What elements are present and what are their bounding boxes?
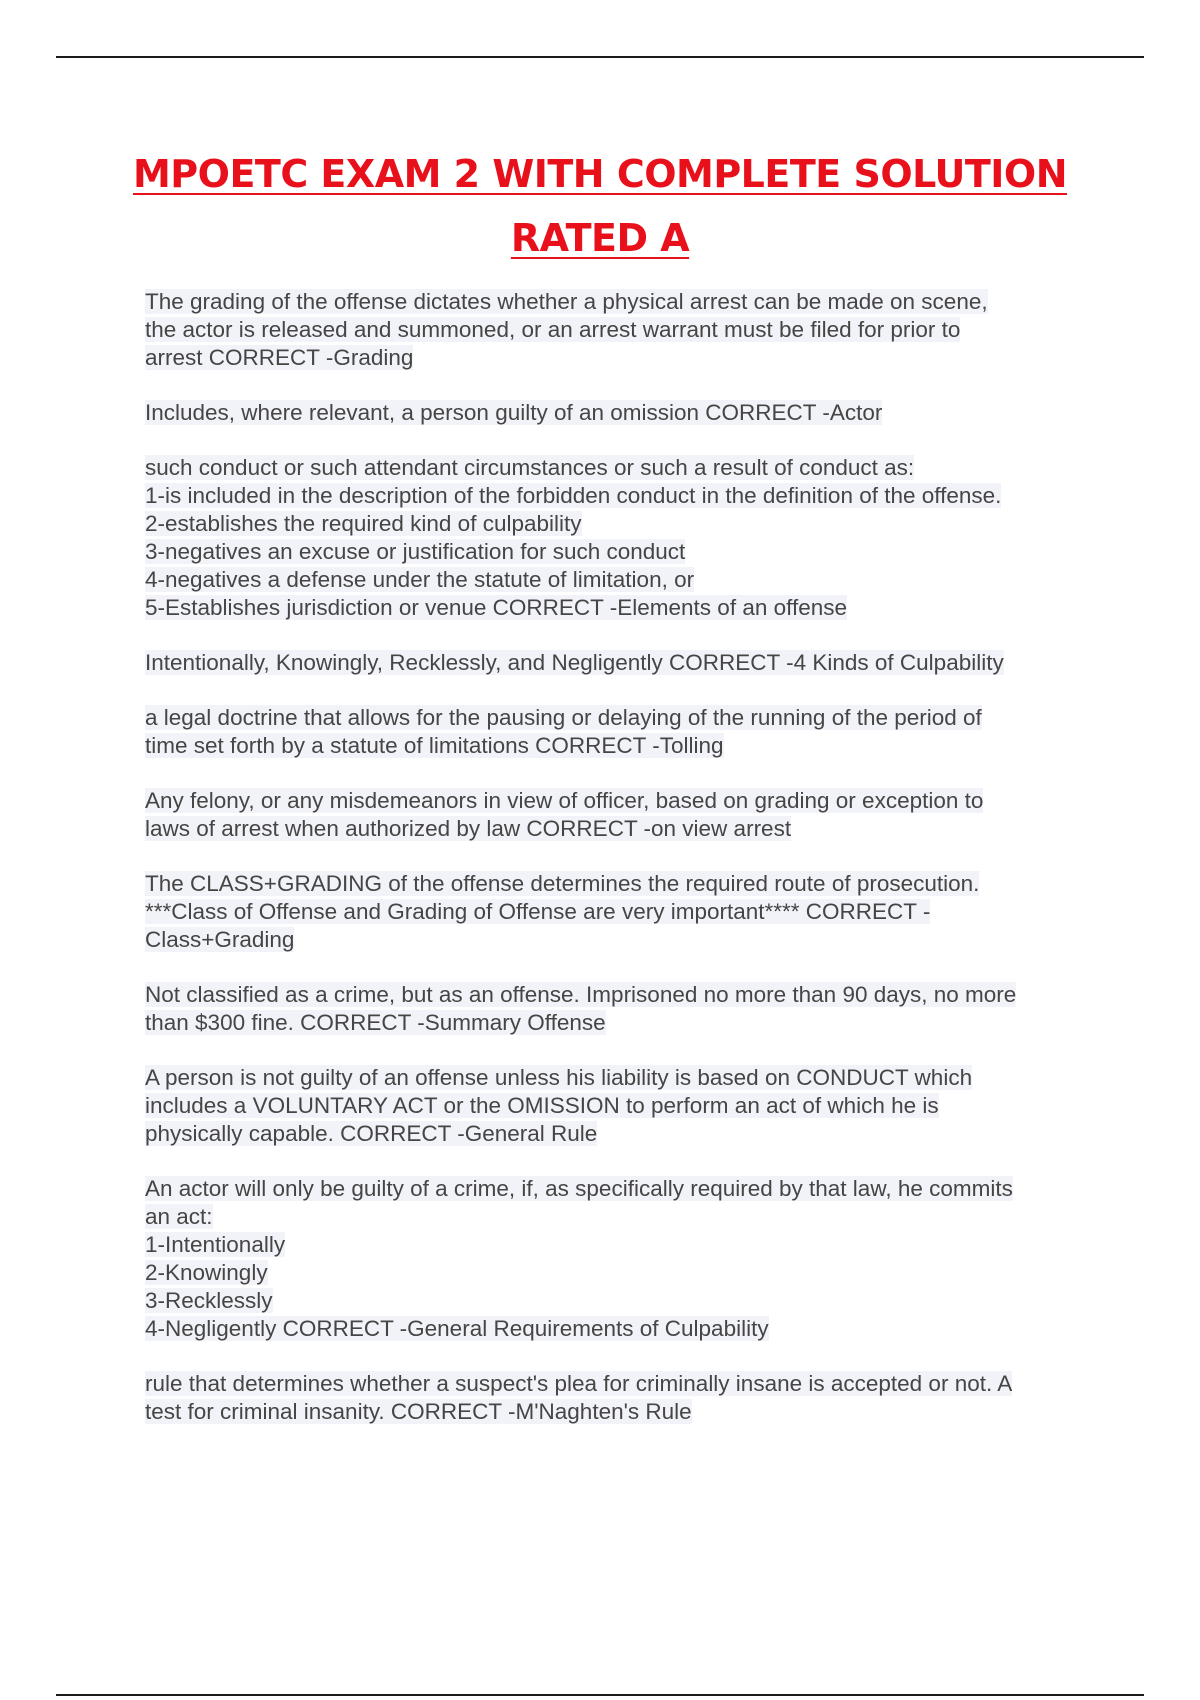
qa-entry xyxy=(145,399,1105,427)
qa-line xyxy=(145,1203,1105,1231)
qa-line xyxy=(145,316,1105,344)
qa-line-text: includes a VOLUNTARY ACT or the OMISSION to perform an act of which he is xyxy=(145,1093,939,1118)
qa-line-text: Intentionally, Knowingly, Recklessly, and Negligently CORRECT -4 Kinds of Culpability xyxy=(145,650,1004,675)
qa-entry xyxy=(145,649,1105,677)
title-line-1: MPOETC EXAM 2 WITH COMPLETE SOLUTION xyxy=(132,152,1068,196)
qa-line xyxy=(145,482,1105,510)
qa-line-text: an act: xyxy=(145,1204,213,1229)
qa-line-text: Includes, where relevant, a person guilty of an omission CORRECT -Actor xyxy=(145,400,883,425)
qa-entry xyxy=(145,1370,1105,1426)
qa-line xyxy=(145,344,1105,372)
title-line-2: RATED A xyxy=(510,216,690,260)
qa-line xyxy=(145,594,1105,622)
qa-line xyxy=(145,981,1105,1009)
qa-line-text: than $300 fine. CORRECT -Summary Offense xyxy=(145,1010,606,1035)
qa-line-text: Class+Grading xyxy=(145,927,295,952)
qa-entry xyxy=(145,870,1105,954)
qa-entry xyxy=(145,1064,1105,1148)
qa-line xyxy=(145,926,1105,954)
qa-line-text: A person is not guilty of an offense unless his liability is based on CONDUCT which xyxy=(145,1065,973,1090)
qa-line-text: An actor will only be guilty of a crime, if, as specifically required by that law, he commits xyxy=(145,1176,1013,1201)
qa-line xyxy=(145,1315,1105,1343)
qa-line xyxy=(145,1009,1105,1037)
qa-line xyxy=(145,454,1105,482)
qa-line xyxy=(145,1092,1105,1120)
qa-line-text: 1-is included in the description of the forbidden conduct in the definition of the offense. xyxy=(145,483,1002,508)
qa-line xyxy=(145,1120,1105,1148)
qa-line xyxy=(145,538,1105,566)
qa-line xyxy=(145,898,1105,926)
qa-line xyxy=(145,870,1105,898)
qa-line xyxy=(145,704,1105,732)
qa-line-text: laws of arrest when authorized by law CORRECT -on view arrest xyxy=(145,816,792,841)
qa-line-text: such conduct or such attendant circumstances or such a result of conduct as: xyxy=(145,455,915,480)
qa-entry xyxy=(145,454,1105,622)
qa-line xyxy=(145,288,1105,316)
qa-line xyxy=(145,566,1105,594)
qa-line-text: Not classified as a crime, but as an offense. Imprisoned no more than 90 days, no more xyxy=(145,982,1017,1007)
qa-line-text: ***Class of Offense and Grading of Offense are very important**** CORRECT - xyxy=(145,899,931,924)
top-rule xyxy=(56,56,1144,58)
qa-line xyxy=(145,1175,1105,1203)
qa-line-text: physically capable. CORRECT -General Rule xyxy=(145,1121,598,1146)
qa-line-text: 3-Recklessly xyxy=(145,1288,273,1313)
qa-line xyxy=(145,815,1105,843)
qa-line-text: 2-establishes the required kind of culpability xyxy=(145,511,582,536)
bottom-rule xyxy=(56,1694,1144,1696)
qa-line-text: 5-Establishes jurisdiction or venue CORRECT -Elements of an offense xyxy=(145,595,847,620)
qa-line-text: time set forth by a statute of limitations CORRECT -Tolling xyxy=(145,733,724,758)
qa-line xyxy=(145,732,1105,760)
qa-line xyxy=(145,1259,1105,1287)
qa-line-text: 2-Knowingly xyxy=(145,1260,268,1285)
qa-line-text: arrest CORRECT -Grading xyxy=(145,345,414,370)
qa-line-text: the actor is released and summoned, or an arrest warrant must be filed for prior to xyxy=(145,317,961,342)
qa-line xyxy=(145,1370,1105,1398)
document-title xyxy=(120,142,1080,270)
qa-line-text: 3-negatives an excuse or justification for such conduct xyxy=(145,539,686,564)
qa-entry xyxy=(145,704,1105,760)
qa-line-text: a legal doctrine that allows for the pausing or delaying of the running of the period of xyxy=(145,705,982,730)
qa-line xyxy=(145,399,1105,427)
qa-line xyxy=(145,1064,1105,1092)
qa-line-text: test for criminal insanity. CORRECT -M'Naghten's Rule xyxy=(145,1399,692,1424)
qa-line-text: The grading of the offense dictates whether a physical arrest can be made on scene, xyxy=(145,289,988,314)
qa-entry xyxy=(145,981,1105,1037)
qa-entry xyxy=(145,288,1105,372)
qa-entry xyxy=(145,1175,1105,1343)
qa-line-text: Any felony, or any misdemeanors in view of officer, based on grading or exception to xyxy=(145,788,984,813)
qa-line-text: rule that determines whether a suspect's plea for criminally insane is accepted or not. A xyxy=(145,1371,1013,1396)
qa-line xyxy=(145,510,1105,538)
qa-line xyxy=(145,649,1105,677)
qa-line xyxy=(145,1398,1105,1426)
qa-list xyxy=(145,288,1105,1453)
qa-line-text: 4-negatives a defense under the statute of limitation, or xyxy=(145,567,695,592)
qa-line-text: 1-Intentionally xyxy=(145,1232,286,1257)
qa-line xyxy=(145,787,1105,815)
qa-line xyxy=(145,1287,1105,1315)
qa-line-text: 4-Negligently CORRECT -General Requirements of Culpability xyxy=(145,1316,769,1341)
qa-line-text: The CLASS+GRADING of the offense determines the required route of prosecution. xyxy=(145,871,980,896)
qa-line xyxy=(145,1231,1105,1259)
qa-entry xyxy=(145,787,1105,843)
